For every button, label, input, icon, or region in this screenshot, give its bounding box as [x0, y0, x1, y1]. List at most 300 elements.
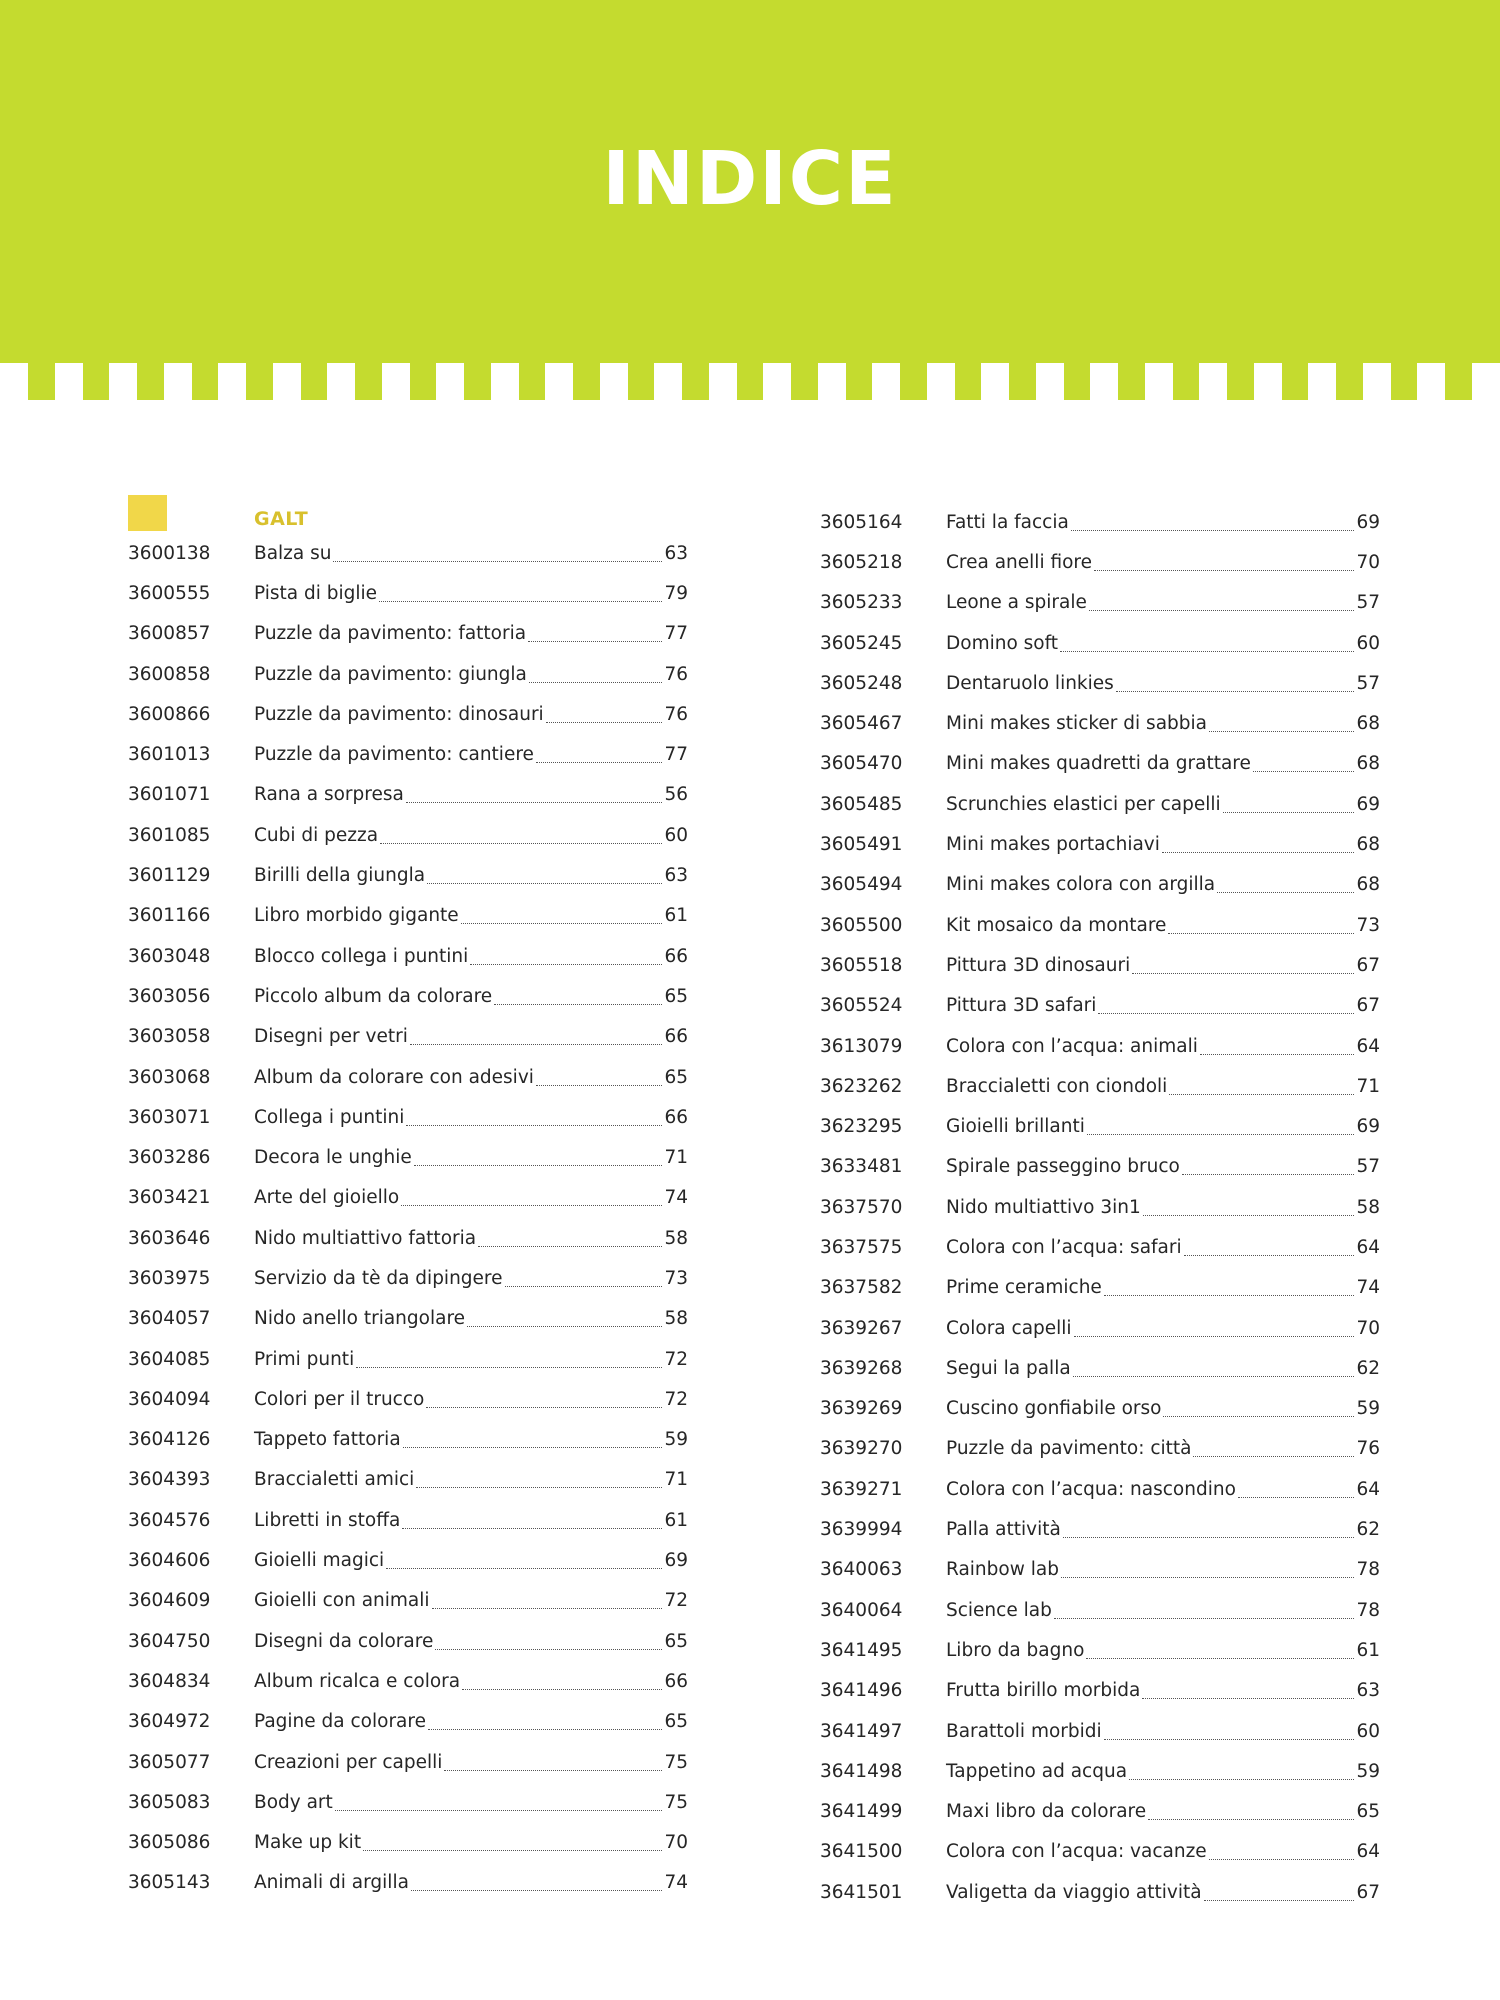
product-code: 3640063	[820, 1559, 903, 1581]
product-name: Puzzle da pavimento: fattoria	[254, 623, 527, 645]
product-name: Pittura 3D safari	[946, 995, 1097, 1017]
product-code: 3605485	[820, 793, 903, 815]
index-entry	[820, 1147, 1380, 1187]
product-code: 3604057	[128, 1308, 211, 1330]
dot-leader	[1168, 933, 1354, 934]
dot-leader	[1163, 1416, 1354, 1417]
product-code: 3637575	[820, 1236, 903, 1258]
product-name: Leone a spirale	[946, 592, 1087, 614]
page-number: 62	[1356, 1519, 1380, 1541]
product-code: 3605218	[820, 551, 903, 573]
index-entry	[820, 703, 1380, 743]
product-name: Colora con l’acqua: safari	[946, 1236, 1182, 1258]
border-notch	[1417, 363, 1445, 400]
dot-leader	[1209, 1859, 1355, 1860]
product-name: Mini makes portachiavi	[946, 834, 1160, 856]
product-name: Album da colorare con adesivi	[254, 1066, 534, 1088]
product-code: 3603048	[128, 945, 211, 967]
product-code: 3639994	[820, 1519, 903, 1541]
product-code: 3604606	[128, 1550, 211, 1572]
index-entry	[820, 1389, 1380, 1429]
product-code: 3601129	[128, 865, 211, 887]
product-name: Mini makes sticker di sabbia	[946, 713, 1207, 735]
product-code: 3639269	[820, 1398, 903, 1420]
dot-leader	[528, 641, 662, 642]
page-number: 71	[664, 1147, 688, 1169]
page-number: 64	[1356, 1841, 1380, 1863]
border-notch	[273, 363, 301, 400]
product-name: Gioielli con animali	[254, 1590, 430, 1612]
index-entry	[128, 855, 688, 895]
product-code: 3641500	[820, 1841, 903, 1863]
product-name: Nido multiattivo 3in1	[946, 1196, 1141, 1218]
dot-leader	[426, 1407, 662, 1408]
dot-leader	[1217, 892, 1354, 893]
product-name: Blocco collega i puntini	[254, 945, 469, 967]
product-code: 3641499	[820, 1801, 903, 1823]
index-entry	[128, 734, 688, 774]
page-number: 65	[664, 1066, 688, 1088]
dot-leader	[536, 762, 663, 763]
index-entry	[128, 1218, 688, 1258]
product-code: 3613079	[820, 1035, 903, 1057]
product-code: 3605143	[128, 1872, 211, 1894]
dot-leader	[1132, 973, 1354, 974]
page-number: 57	[1356, 592, 1380, 614]
page-number: 59	[1356, 1760, 1380, 1782]
index-entry	[820, 1550, 1380, 1590]
dot-leader	[1200, 1054, 1355, 1055]
index-entry	[820, 1590, 1380, 1630]
page-number: 66	[664, 1106, 688, 1128]
dot-leader	[411, 1890, 663, 1891]
product-name: Pista di biglie	[254, 582, 378, 604]
dot-leader	[435, 1649, 662, 1650]
page-number: 58	[664, 1308, 688, 1330]
index-entry	[128, 694, 688, 734]
product-name: Mini makes quadretti da grattare	[946, 753, 1251, 775]
dot-leader	[1094, 570, 1354, 571]
index-entry	[128, 1460, 688, 1500]
border-notch	[654, 363, 682, 400]
product-name: Disegni da colorare	[254, 1630, 434, 1652]
index-entry	[820, 1268, 1380, 1308]
index-entry	[128, 1540, 688, 1580]
page-number: 74	[1356, 1277, 1380, 1299]
product-code: 3603286	[128, 1147, 211, 1169]
product-name: Crea anelli fiore	[946, 551, 1093, 573]
index-entry	[128, 1339, 688, 1379]
product-name: Puzzle da pavimento: città	[946, 1438, 1192, 1460]
index-entry	[128, 775, 688, 815]
product-code: 3623262	[820, 1075, 903, 1097]
product-name: Collega i puntini	[254, 1106, 405, 1128]
page-number: 67	[1356, 1881, 1380, 1903]
product-code: 3605164	[820, 511, 903, 533]
index-entry	[820, 1751, 1380, 1791]
section-heading: GALT	[254, 508, 309, 530]
page-number: 64	[1356, 1236, 1380, 1258]
index-entry	[820, 824, 1380, 864]
product-code: 3603646	[128, 1227, 211, 1249]
product-name: Scrunchies elastici per capelli	[946, 793, 1221, 815]
product-name: Balza su	[254, 542, 332, 564]
product-code: 3604576	[128, 1509, 211, 1531]
page-number: 79	[664, 582, 688, 604]
product-name: Science lab	[946, 1599, 1052, 1621]
product-code: 3603975	[128, 1267, 211, 1289]
product-code: 3633481	[820, 1156, 903, 1178]
dot-leader	[1054, 1618, 1355, 1619]
border-notch	[1145, 363, 1173, 400]
index-entry	[128, 654, 688, 694]
product-name: Kit mosaico da montare	[946, 914, 1167, 936]
product-code: 3600866	[128, 703, 211, 725]
dot-leader	[1104, 1295, 1355, 1296]
product-code: 3603421	[128, 1187, 211, 1209]
page-number: 72	[664, 1590, 688, 1612]
product-name: Colora con l’acqua: vacanze	[946, 1841, 1207, 1863]
page-number: 72	[664, 1388, 688, 1410]
dot-leader	[356, 1367, 662, 1368]
product-code: 3637570	[820, 1196, 903, 1218]
index-entry	[820, 542, 1380, 582]
index-entry	[820, 1711, 1380, 1751]
page-number: 74	[664, 1872, 688, 1894]
index-column-left	[128, 533, 688, 1903]
page-number: 62	[1356, 1357, 1380, 1379]
index-entry	[128, 1500, 688, 1540]
index-entry	[820, 1630, 1380, 1670]
page-number: 71	[1356, 1075, 1380, 1097]
page-number: 75	[664, 1751, 688, 1773]
dot-leader	[1204, 1900, 1355, 1901]
dot-leader	[406, 1125, 662, 1126]
index-entry	[820, 1429, 1380, 1469]
product-code: 3604393	[128, 1469, 211, 1491]
index-entry	[820, 1792, 1380, 1832]
index-entry	[820, 502, 1380, 542]
border-notch	[1254, 363, 1282, 400]
dot-leader	[1063, 1537, 1355, 1538]
index-entry	[820, 1671, 1380, 1711]
dot-leader	[427, 883, 662, 884]
index-entry	[820, 623, 1380, 663]
product-name: Braccialetti con ciondoli	[946, 1075, 1168, 1097]
product-name: Piccolo album da colorare	[254, 985, 493, 1007]
page-number: 68	[1356, 713, 1380, 735]
dot-leader	[335, 1810, 663, 1811]
border-notch	[545, 363, 573, 400]
product-name: Libro da bagno	[946, 1639, 1085, 1661]
product-name: Dentaruolo linkies	[946, 672, 1114, 694]
product-name: Pittura 3D dinosauri	[946, 954, 1131, 976]
index-entry	[128, 1581, 688, 1621]
index-entry	[128, 896, 688, 936]
dot-leader	[505, 1286, 663, 1287]
border-notch	[1090, 363, 1118, 400]
dot-leader	[428, 1729, 662, 1730]
product-name: Puzzle da pavimento: giungla	[254, 663, 527, 685]
page-number: 68	[1356, 834, 1380, 856]
product-name: Rainbow lab	[946, 1559, 1059, 1581]
product-code: 3637582	[820, 1277, 903, 1299]
index-entry	[128, 1863, 688, 1903]
index-entry	[128, 614, 688, 654]
dot-leader	[1143, 1215, 1355, 1216]
index-entry	[128, 1823, 688, 1863]
product-code: 3605077	[128, 1751, 211, 1773]
page-number: 72	[664, 1348, 688, 1370]
product-code: 3641495	[820, 1639, 903, 1661]
index-entry	[820, 1308, 1380, 1348]
index-entry	[820, 986, 1380, 1026]
product-name: Body art	[254, 1791, 333, 1813]
dot-leader	[1071, 530, 1355, 531]
product-name: Puzzle da pavimento: cantiere	[254, 744, 534, 766]
product-name: Animali di argilla	[254, 1872, 409, 1894]
page-number: 68	[1356, 874, 1380, 896]
product-code: 3600555	[128, 582, 211, 604]
page-number: 78	[1356, 1599, 1380, 1621]
page-number: 64	[1356, 1478, 1380, 1500]
index-entry	[128, 1742, 688, 1782]
border-notch	[872, 363, 900, 400]
index-entry	[820, 1832, 1380, 1872]
index-entry	[820, 583, 1380, 623]
product-code: 3605518	[820, 954, 903, 976]
index-entry	[128, 1258, 688, 1298]
dot-leader	[379, 601, 662, 602]
product-name: Decora le unghie	[254, 1147, 412, 1169]
product-code: 3601085	[128, 824, 211, 846]
index-entry	[820, 1872, 1380, 1912]
border-notch	[709, 363, 737, 400]
page-number: 73	[1356, 914, 1380, 936]
index-entry	[820, 1469, 1380, 1509]
index-entry	[820, 1509, 1380, 1549]
page-number: 60	[664, 824, 688, 846]
product-name: Pagine da colorare	[254, 1711, 426, 1733]
product-code: 3639270	[820, 1438, 903, 1460]
product-name: Puzzle da pavimento: dinosauri	[254, 703, 544, 725]
page-number: 70	[1356, 1317, 1380, 1339]
index-entry	[128, 1782, 688, 1822]
product-name: Nido anello triangolare	[254, 1308, 466, 1330]
zigzag-border	[0, 363, 1500, 400]
product-code: 3603068	[128, 1066, 211, 1088]
index-entry	[820, 1026, 1380, 1066]
dot-leader	[1209, 731, 1354, 732]
product-name: Prime ceramiche	[946, 1277, 1102, 1299]
product-code: 3603071	[128, 1106, 211, 1128]
border-notch	[382, 363, 410, 400]
index-entry	[128, 1299, 688, 1339]
index-entry	[128, 936, 688, 976]
border-notch	[1308, 363, 1336, 400]
product-name: Colora con l’acqua: nascondino	[946, 1478, 1236, 1500]
page-number: 69	[1356, 793, 1380, 815]
dot-leader	[1089, 610, 1355, 611]
product-code: 3603058	[128, 1026, 211, 1048]
product-code: 3639267	[820, 1317, 903, 1339]
product-code: 3639268	[820, 1357, 903, 1379]
page-number: 69	[664, 1550, 688, 1572]
page-number: 65	[664, 985, 688, 1007]
border-notch	[0, 363, 28, 400]
page-number: 74	[664, 1187, 688, 1209]
product-code: 3605248	[820, 672, 903, 694]
product-name: Cubi di pezza	[254, 824, 379, 846]
product-code: 3600858	[128, 663, 211, 685]
product-code: 3639271	[820, 1478, 903, 1500]
product-name: Servizio da tè da dipingere	[254, 1267, 503, 1289]
dot-leader	[414, 1165, 663, 1166]
product-name: Disegni per vetri	[254, 1026, 408, 1048]
product-code: 3641501	[820, 1881, 903, 1903]
page-number: 67	[1356, 954, 1380, 976]
dot-leader	[1104, 1739, 1355, 1740]
dot-leader	[380, 843, 662, 844]
page-number: 57	[1356, 1156, 1380, 1178]
index-entry	[128, 533, 688, 573]
product-name: Libretti in stoffa	[254, 1509, 401, 1531]
page-number: 76	[1356, 1438, 1380, 1460]
page-number: 66	[664, 1670, 688, 1692]
border-notch	[55, 363, 83, 400]
product-name: Braccialetti amici	[254, 1469, 415, 1491]
product-code: 3600857	[128, 623, 211, 645]
product-name: Make up kit	[254, 1832, 362, 1854]
product-name: Cuscino gonfiabile orso	[946, 1398, 1162, 1420]
dot-leader	[1142, 1698, 1354, 1699]
product-name: Colori per il trucco	[254, 1388, 425, 1410]
page-number: 77	[664, 744, 688, 766]
product-name: Tappeto fattoria	[254, 1429, 401, 1451]
border-notch	[109, 363, 137, 400]
dot-leader	[1073, 1376, 1355, 1377]
dot-leader	[1087, 1134, 1355, 1135]
page-title: INDICE	[602, 136, 898, 222]
product-code: 3605233	[820, 592, 903, 614]
product-name: Libro morbido gigante	[254, 905, 459, 927]
product-code: 3601166	[128, 905, 211, 927]
product-name: Album ricalca e colora	[254, 1670, 461, 1692]
dot-leader	[1253, 771, 1355, 772]
product-name: Nido multiattivo fattoria	[254, 1227, 477, 1249]
index-entry	[820, 1227, 1380, 1267]
dot-leader	[1061, 1577, 1355, 1578]
index-entry	[128, 1621, 688, 1661]
index-entry	[128, 976, 688, 1016]
page-number: 65	[1356, 1801, 1380, 1823]
product-name: Frutta birillo morbida	[946, 1680, 1141, 1702]
border-notch	[818, 363, 846, 400]
index-entry	[128, 1097, 688, 1137]
dot-leader	[402, 1528, 662, 1529]
index-entry	[128, 1057, 688, 1097]
product-code: 3605086	[128, 1832, 211, 1854]
index-entry	[820, 784, 1380, 824]
product-code: 3641498	[820, 1760, 903, 1782]
page-number: 63	[664, 865, 688, 887]
page-number: 61	[664, 905, 688, 927]
dot-leader	[462, 1689, 662, 1690]
product-code: 3605083	[128, 1791, 211, 1813]
border-notch	[1472, 363, 1500, 400]
product-name: Palla attività	[946, 1519, 1061, 1541]
dot-leader	[1129, 1779, 1354, 1780]
page-number: 73	[664, 1267, 688, 1289]
header-banner	[0, 0, 1500, 400]
border-notch	[763, 363, 791, 400]
border-notch	[164, 363, 192, 400]
product-name: Fatti la faccia	[946, 511, 1069, 533]
product-name: Segui la palla	[946, 1357, 1071, 1379]
index-entry	[820, 905, 1380, 945]
index-entry	[820, 663, 1380, 703]
dot-leader	[403, 1447, 663, 1448]
product-name: Domino soft	[946, 632, 1059, 654]
border-notch	[1036, 363, 1064, 400]
dot-leader	[333, 561, 662, 562]
page-number: 61	[664, 1509, 688, 1531]
dot-leader	[546, 722, 663, 723]
page-number: 69	[1356, 511, 1380, 533]
page-number: 77	[664, 623, 688, 645]
product-code: 3601071	[128, 784, 211, 806]
product-code: 3623295	[820, 1116, 903, 1138]
page-number: 65	[664, 1630, 688, 1652]
product-code: 3601013	[128, 744, 211, 766]
page-number: 61	[1356, 1639, 1380, 1661]
product-name: Creazioni per capelli	[254, 1751, 443, 1773]
index-entry	[128, 1661, 688, 1701]
product-code: 3641496	[820, 1680, 903, 1702]
border-notch	[600, 363, 628, 400]
dot-leader	[432, 1608, 663, 1609]
dot-leader	[467, 1326, 662, 1327]
dot-leader	[1074, 1336, 1355, 1337]
page-number: 58	[1356, 1196, 1380, 1218]
dot-leader	[1182, 1174, 1355, 1175]
page-number: 67	[1356, 995, 1380, 1017]
index-entry	[128, 1137, 688, 1177]
page-number: 65	[664, 1711, 688, 1733]
border-notch	[491, 363, 519, 400]
page-number: 76	[664, 663, 688, 685]
page-number: 58	[664, 1227, 688, 1249]
product-code: 3604972	[128, 1711, 211, 1733]
index-entry	[820, 1066, 1380, 1106]
product-name: Mini makes colora con argilla	[946, 874, 1216, 896]
product-name: Spirale passeggino bruco	[946, 1156, 1180, 1178]
product-code: 3604609	[128, 1590, 211, 1612]
page-number: 70	[1356, 551, 1380, 573]
index-entry	[128, 1420, 688, 1460]
page-number: 60	[1356, 1720, 1380, 1742]
product-code: 3605491	[820, 834, 903, 856]
index-entry	[820, 865, 1380, 905]
dot-leader	[470, 964, 662, 965]
index-entry	[128, 815, 688, 855]
dot-leader	[1086, 1658, 1354, 1659]
index-column-right	[820, 502, 1380, 1912]
product-code: 3605245	[820, 632, 903, 654]
page-number: 71	[664, 1469, 688, 1491]
index-entry	[128, 1178, 688, 1218]
page-number: 66	[664, 945, 688, 967]
